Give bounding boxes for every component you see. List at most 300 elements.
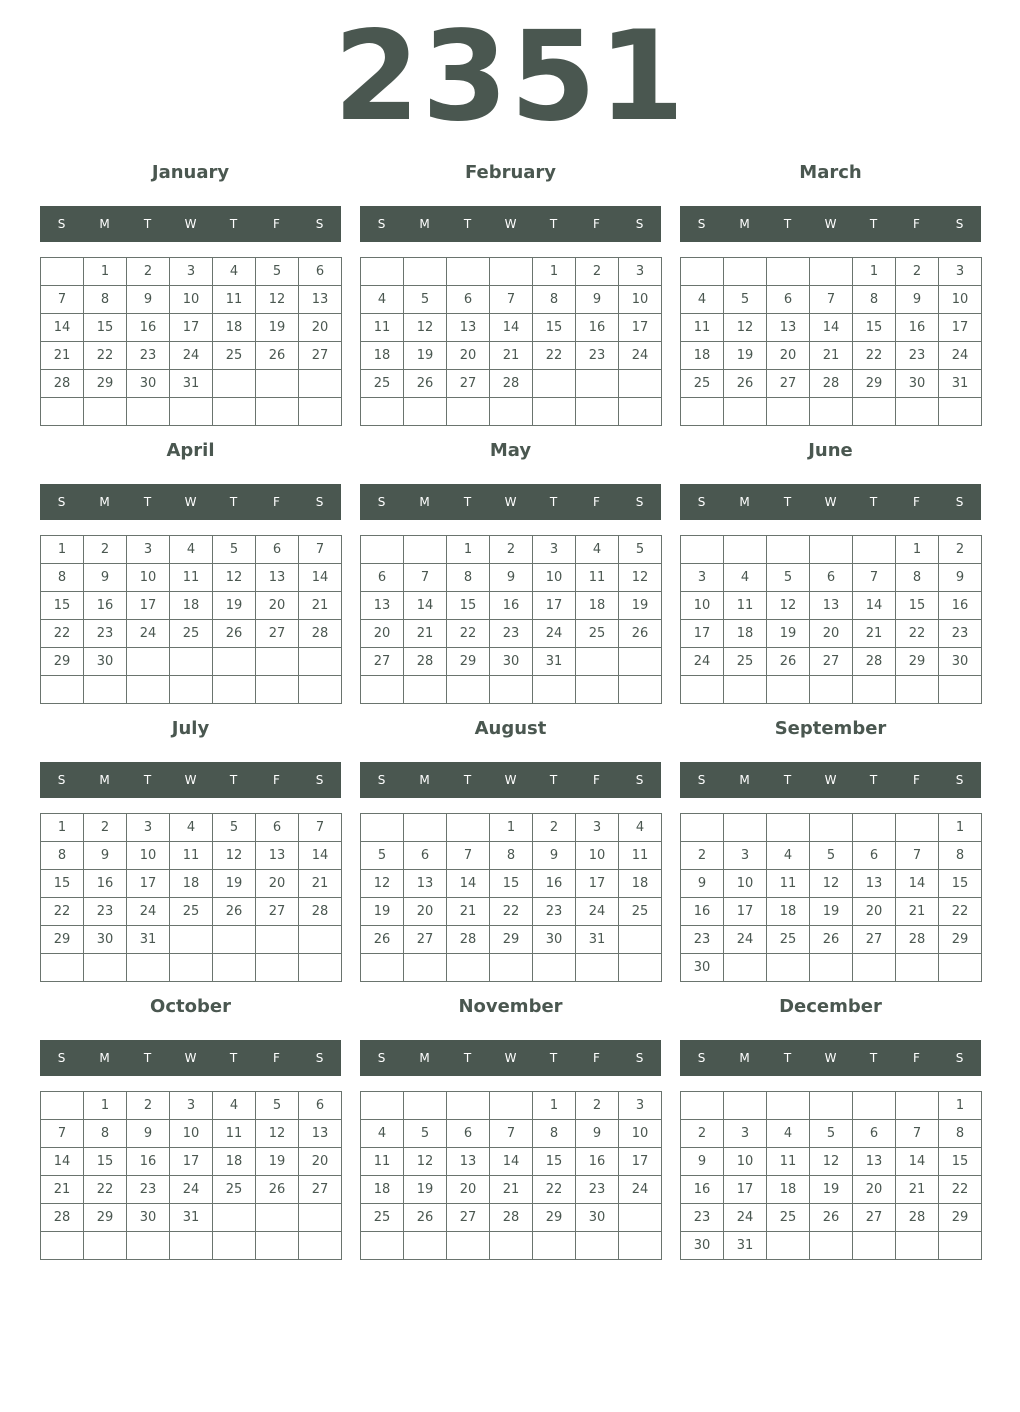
day-cell: 8 (939, 842, 982, 870)
day-cell: 4 (361, 1120, 404, 1148)
day-cell: 8 (853, 286, 896, 314)
day-cell: 25 (170, 898, 213, 926)
weekday-label: F (593, 1051, 600, 1065)
weekday-header (680, 1040, 981, 1076)
weekday-label: T (869, 1051, 878, 1065)
day-cell: 23 (127, 1176, 170, 1204)
empty-day-cell (213, 648, 256, 676)
day-cell: 27 (361, 648, 404, 676)
empty-day-cell (256, 1232, 299, 1260)
weekday-label: T (229, 1051, 238, 1065)
day-cell: 8 (939, 1120, 982, 1148)
day-cell: 7 (41, 286, 84, 314)
day-cell: 6 (447, 1120, 490, 1148)
empty-day-cell (84, 398, 127, 426)
day-cell: 17 (619, 1148, 662, 1176)
day-cell: 13 (853, 870, 896, 898)
day-cell: 15 (41, 592, 84, 620)
day-cell: 2 (681, 842, 724, 870)
day-cell: 15 (84, 314, 127, 342)
day-cell: 25 (681, 370, 724, 398)
day-cell: 16 (84, 592, 127, 620)
day-cell: 20 (361, 620, 404, 648)
day-cell: 18 (170, 592, 213, 620)
month-name: May (489, 440, 532, 461)
empty-day-cell (256, 648, 299, 676)
week-row (361, 648, 662, 676)
empty-day-cell (299, 676, 342, 704)
empty-day-cell (896, 676, 939, 704)
empty-day-cell (404, 1232, 447, 1260)
empty-day-cell (41, 258, 84, 286)
week-row (41, 926, 342, 954)
day-cell: 26 (619, 620, 662, 648)
day-cell: 8 (447, 564, 490, 592)
day-cell: 25 (361, 1204, 404, 1232)
day-cell: 10 (619, 286, 662, 314)
year-title: 2351 (333, 5, 687, 149)
weekday-label: F (593, 495, 600, 509)
empty-day-cell (767, 398, 810, 426)
weekday-label: T (143, 495, 152, 509)
weekday-label: M (99, 773, 110, 787)
day-cell: 3 (170, 1092, 213, 1120)
day-cell: 27 (853, 1204, 896, 1232)
day-cell: 26 (810, 926, 853, 954)
day-cell: 11 (576, 564, 619, 592)
week-row (361, 814, 662, 842)
day-cell: 23 (84, 898, 127, 926)
day-cell: 19 (213, 592, 256, 620)
day-cell: 26 (404, 1204, 447, 1232)
day-cell: 18 (681, 342, 724, 370)
week-row (681, 1120, 982, 1148)
day-cell: 3 (619, 1092, 662, 1120)
weekday-label: T (869, 773, 878, 787)
day-cell: 5 (213, 536, 256, 564)
empty-day-cell (447, 954, 490, 982)
day-cell: 28 (41, 1204, 84, 1232)
day-cell: 10 (127, 842, 170, 870)
day-cell: 31 (939, 370, 982, 398)
day-cell: 23 (896, 342, 939, 370)
weekday-label: W (824, 217, 837, 231)
empty-day-cell (361, 676, 404, 704)
day-cell: 16 (490, 592, 533, 620)
weekday-label: F (913, 1051, 920, 1065)
day-cell: 24 (681, 648, 724, 676)
week-row (681, 842, 982, 870)
weekday-label: M (419, 495, 430, 509)
day-cell: 4 (619, 814, 662, 842)
day-cell: 8 (896, 564, 939, 592)
month-name: June (808, 440, 853, 461)
day-cell: 4 (213, 1092, 256, 1120)
weekday-label: T (463, 495, 472, 509)
empty-day-cell (213, 926, 256, 954)
month-name: February (464, 162, 557, 183)
day-cell: 19 (256, 314, 299, 342)
day-cell: 15 (533, 1148, 576, 1176)
day-cell: 28 (490, 370, 533, 398)
day-cell: 26 (361, 926, 404, 954)
day-cell: 25 (576, 620, 619, 648)
month-name: December (779, 996, 882, 1017)
week-row (41, 870, 342, 898)
day-cell: 26 (256, 1176, 299, 1204)
day-cell: 13 (256, 842, 299, 870)
day-cell: 30 (896, 370, 939, 398)
weekday-label: S (57, 217, 66, 231)
day-cell: 6 (767, 286, 810, 314)
day-cell: 30 (127, 1204, 170, 1232)
day-cell: 31 (127, 926, 170, 954)
day-cell: 29 (896, 648, 939, 676)
week-row (681, 620, 982, 648)
day-cell: 13 (447, 1148, 490, 1176)
day-cell: 8 (490, 842, 533, 870)
weekday-label: W (184, 217, 197, 231)
day-cell: 21 (447, 898, 490, 926)
empty-day-cell (170, 1232, 213, 1260)
empty-day-cell (490, 258, 533, 286)
weekday-label: S (57, 1051, 66, 1065)
weekday-label: M (739, 1051, 750, 1065)
day-cell: 20 (299, 314, 342, 342)
day-cell: 8 (41, 842, 84, 870)
day-cell: 22 (84, 342, 127, 370)
day-grid (680, 813, 982, 982)
week-row (361, 1176, 662, 1204)
empty-day-cell (724, 398, 767, 426)
week-row (681, 676, 982, 704)
day-cell: 7 (299, 814, 342, 842)
day-cell: 18 (213, 1148, 256, 1176)
day-cell: 26 (767, 648, 810, 676)
empty-day-cell (767, 814, 810, 842)
weekday-label: W (184, 1051, 197, 1065)
empty-day-cell (490, 1232, 533, 1260)
day-cell: 25 (213, 342, 256, 370)
weekday-label: F (273, 773, 280, 787)
day-cell: 18 (724, 620, 767, 648)
empty-day-cell (681, 676, 724, 704)
day-cell: 10 (724, 1148, 767, 1176)
empty-day-cell (84, 954, 127, 982)
empty-day-cell (619, 398, 662, 426)
week-row (681, 648, 982, 676)
day-cell: 21 (896, 1176, 939, 1204)
weekday-label: S (315, 1051, 324, 1065)
day-cell: 2 (896, 258, 939, 286)
empty-day-cell (619, 954, 662, 982)
week-row (681, 258, 982, 286)
day-cell: 13 (810, 592, 853, 620)
weekday-header (40, 206, 341, 242)
empty-day-cell (724, 954, 767, 982)
day-cell: 1 (84, 258, 127, 286)
week-row (41, 898, 342, 926)
day-cell: 8 (533, 1120, 576, 1148)
week-row (41, 676, 342, 704)
day-cell: 4 (681, 286, 724, 314)
week-row (41, 1120, 342, 1148)
day-cell: 8 (84, 1120, 127, 1148)
day-cell: 25 (767, 926, 810, 954)
empty-day-cell (41, 1232, 84, 1260)
empty-day-cell (256, 398, 299, 426)
day-cell: 27 (447, 1204, 490, 1232)
day-cell: 12 (767, 592, 810, 620)
day-cell: 21 (810, 342, 853, 370)
day-cell: 29 (533, 1204, 576, 1232)
day-cell: 9 (127, 286, 170, 314)
week-row (41, 1148, 342, 1176)
empty-day-cell (127, 648, 170, 676)
day-cell: 31 (170, 1204, 213, 1232)
day-cell: 20 (853, 1176, 896, 1204)
weekday-label: T (463, 773, 472, 787)
week-row (41, 954, 342, 982)
empty-day-cell (681, 536, 724, 564)
day-cell: 18 (767, 898, 810, 926)
weekday-label: T (463, 217, 472, 231)
day-cell: 4 (767, 1120, 810, 1148)
weekday-label: S (955, 217, 964, 231)
day-grid (40, 257, 342, 426)
day-cell: 30 (681, 954, 724, 982)
day-cell: 17 (170, 314, 213, 342)
day-cell: 2 (490, 536, 533, 564)
empty-day-cell (361, 258, 404, 286)
empty-day-cell (299, 1232, 342, 1260)
empty-day-cell (256, 676, 299, 704)
day-cell: 14 (810, 314, 853, 342)
week-row (361, 286, 662, 314)
day-cell: 22 (939, 1176, 982, 1204)
day-cell: 2 (681, 1120, 724, 1148)
empty-day-cell (724, 258, 767, 286)
weekday-label: S (697, 217, 706, 231)
day-cell: 24 (170, 342, 213, 370)
empty-day-cell (681, 258, 724, 286)
day-cell: 25 (170, 620, 213, 648)
weekday-label: T (869, 217, 878, 231)
day-cell: 21 (490, 1176, 533, 1204)
empty-day-cell (576, 370, 619, 398)
week-row (41, 1092, 342, 1120)
week-row (681, 1176, 982, 1204)
empty-day-cell (896, 954, 939, 982)
day-cell: 22 (939, 898, 982, 926)
day-cell: 23 (490, 620, 533, 648)
empty-day-cell (853, 536, 896, 564)
day-cell: 23 (576, 342, 619, 370)
empty-day-cell (619, 1232, 662, 1260)
day-cell: 15 (939, 870, 982, 898)
day-cell: 20 (404, 898, 447, 926)
empty-day-cell (361, 398, 404, 426)
day-cell: 28 (810, 370, 853, 398)
weekday-label: F (913, 495, 920, 509)
empty-day-cell (447, 1092, 490, 1120)
day-cell: 4 (361, 286, 404, 314)
empty-day-cell (853, 398, 896, 426)
weekday-label: M (99, 217, 110, 231)
weekday-label: S (315, 773, 324, 787)
empty-day-cell (170, 954, 213, 982)
week-row (361, 870, 662, 898)
weekday-header (680, 484, 981, 520)
day-cell: 29 (41, 648, 84, 676)
day-cell: 17 (127, 592, 170, 620)
day-cell: 14 (490, 1148, 533, 1176)
weekday-label: S (57, 773, 66, 787)
empty-day-cell (170, 648, 213, 676)
week-row (361, 1204, 662, 1232)
empty-day-cell (404, 954, 447, 982)
day-cell: 16 (127, 314, 170, 342)
day-cell: 15 (84, 1148, 127, 1176)
day-cell: 11 (681, 314, 724, 342)
empty-day-cell (939, 1232, 982, 1260)
day-cell: 21 (41, 342, 84, 370)
month-name: August (474, 718, 547, 739)
empty-day-cell (213, 370, 256, 398)
empty-day-cell (127, 1232, 170, 1260)
day-cell: 19 (810, 898, 853, 926)
day-cell: 14 (896, 1148, 939, 1176)
empty-day-cell (810, 398, 853, 426)
empty-day-cell (361, 814, 404, 842)
weekday-label: S (955, 773, 964, 787)
weekday-label: M (739, 217, 750, 231)
day-cell: 11 (361, 314, 404, 342)
day-cell: 13 (853, 1148, 896, 1176)
day-cell: 15 (533, 314, 576, 342)
weekday-label: T (869, 495, 878, 509)
day-cell: 1 (939, 814, 982, 842)
empty-day-cell (404, 398, 447, 426)
day-cell: 20 (447, 342, 490, 370)
empty-day-cell (939, 398, 982, 426)
day-cell: 7 (490, 286, 533, 314)
day-cell: 21 (490, 342, 533, 370)
day-cell: 22 (853, 342, 896, 370)
empty-day-cell (533, 1232, 576, 1260)
empty-day-cell (767, 536, 810, 564)
day-cell: 29 (41, 926, 84, 954)
day-cell: 14 (896, 870, 939, 898)
day-cell: 28 (853, 648, 896, 676)
empty-day-cell (127, 954, 170, 982)
weekday-label: T (549, 495, 558, 509)
day-cell: 22 (447, 620, 490, 648)
day-cell: 21 (404, 620, 447, 648)
day-cell: 21 (853, 620, 896, 648)
week-row (41, 398, 342, 426)
day-cell: 14 (490, 314, 533, 342)
day-cell: 8 (84, 286, 127, 314)
day-cell: 15 (41, 870, 84, 898)
day-cell: 6 (853, 1120, 896, 1148)
day-cell: 7 (299, 536, 342, 564)
day-cell: 24 (724, 926, 767, 954)
week-row (681, 1092, 982, 1120)
day-cell: 18 (576, 592, 619, 620)
day-cell: 9 (681, 1148, 724, 1176)
day-cell: 17 (724, 1176, 767, 1204)
day-cell: 4 (767, 842, 810, 870)
day-cell: 22 (41, 620, 84, 648)
empty-day-cell (41, 954, 84, 982)
day-cell: 23 (127, 342, 170, 370)
day-cell: 1 (447, 536, 490, 564)
day-cell: 3 (576, 814, 619, 842)
day-cell: 2 (939, 536, 982, 564)
day-cell: 29 (447, 648, 490, 676)
empty-day-cell (767, 258, 810, 286)
empty-day-cell (404, 1092, 447, 1120)
week-row (361, 564, 662, 592)
day-cell: 16 (939, 592, 982, 620)
day-cell: 29 (853, 370, 896, 398)
day-cell: 9 (127, 1120, 170, 1148)
day-cell: 12 (361, 870, 404, 898)
day-cell: 3 (619, 258, 662, 286)
day-cell: 30 (84, 926, 127, 954)
day-cell: 24 (939, 342, 982, 370)
empty-day-cell (447, 814, 490, 842)
day-cell: 12 (256, 286, 299, 314)
week-row (41, 314, 342, 342)
empty-day-cell (724, 1092, 767, 1120)
day-cell: 5 (213, 814, 256, 842)
weekday-label: W (184, 495, 197, 509)
day-cell: 17 (170, 1148, 213, 1176)
weekday-label: T (143, 217, 152, 231)
day-cell: 5 (256, 1092, 299, 1120)
day-cell: 11 (724, 592, 767, 620)
empty-day-cell (810, 676, 853, 704)
day-cell: 11 (361, 1148, 404, 1176)
day-grid (360, 1091, 662, 1260)
day-cell: 28 (896, 926, 939, 954)
day-cell: 20 (256, 870, 299, 898)
day-cell: 10 (724, 870, 767, 898)
weekday-label: T (783, 773, 792, 787)
weekday-label: S (697, 773, 706, 787)
day-cell: 10 (681, 592, 724, 620)
day-cell: 16 (896, 314, 939, 342)
day-cell: 3 (533, 536, 576, 564)
day-cell: 14 (404, 592, 447, 620)
weekday-label: T (463, 1051, 472, 1065)
weekday-label: S (377, 773, 386, 787)
empty-day-cell (213, 398, 256, 426)
empty-day-cell (533, 398, 576, 426)
empty-day-cell (939, 676, 982, 704)
day-cell: 3 (939, 258, 982, 286)
empty-day-cell (41, 398, 84, 426)
day-cell: 6 (447, 286, 490, 314)
day-cell: 13 (767, 314, 810, 342)
week-row (681, 592, 982, 620)
day-cell: 13 (256, 564, 299, 592)
day-cell: 11 (213, 1120, 256, 1148)
day-cell: 3 (724, 842, 767, 870)
day-cell: 2 (576, 258, 619, 286)
